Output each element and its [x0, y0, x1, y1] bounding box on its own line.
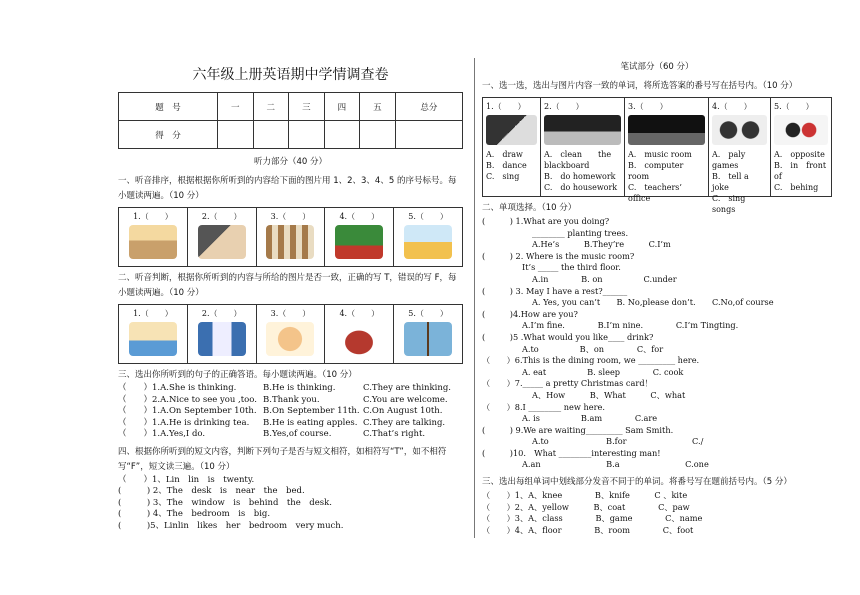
drawing-image [486, 115, 537, 145]
list-item: （ ）1、A、knee B、knife C 、kite [482, 490, 688, 501]
vase-image [335, 322, 383, 356]
options-line: A.to B.for C./ [532, 436, 704, 447]
answer-slot[interactable]: 3.（ ） [270, 309, 311, 318]
question-line: （ ）8.I ________ new here. [482, 401, 605, 412]
question-line: ( ) 3. May I have a rest?______ [482, 285, 628, 296]
options-line: A.I’m fine. B.I’m nine. C.I’m Tingting. [522, 320, 739, 331]
sleeping-child-image [266, 322, 314, 356]
hallway-image [198, 322, 246, 356]
list-item: （ ）1.A.She is thinking. B.He is thinking. C.They are thinking. [118, 383, 452, 393]
options-line: A.He’s B.They’re C.I’m [532, 239, 671, 250]
piano-room-image [628, 115, 705, 145]
answer-slot[interactable]: 5.（ ） [774, 102, 814, 111]
answer-slot[interactable]: 1.（ ） [486, 102, 526, 111]
piano-image [198, 225, 246, 259]
answer-slot[interactable]: 4.（ ） [339, 212, 380, 221]
column-divider [474, 58, 475, 538]
r-section3-list [482, 490, 832, 536]
two-kids-image [774, 115, 828, 145]
window-image [404, 322, 452, 356]
lamp-image [129, 225, 177, 259]
list-item: （ ）1、Lin lin is twenty. [118, 474, 255, 485]
question-line: ( ) 1.What are you doing? [482, 216, 610, 226]
question-line: （ ）6.This is the dining room, we _________ here. [482, 355, 700, 366]
list-item: （ ）1.A.Yes,I do. B.Yes,of course. C.That’s right. [118, 429, 426, 439]
answer-slot[interactable]: 2.（ ） [544, 102, 584, 111]
choice-cell: 4.（ ） A. paly games B. tell a joke C. sing songs [709, 98, 771, 196]
options-line: A.to B、on C、for [522, 343, 664, 354]
answer-slot[interactable]: 5.（ ） [408, 309, 448, 318]
score-cell[interactable] [253, 121, 289, 149]
question-line: ( )5 .What would you like____ drink? [482, 331, 654, 342]
picture-cell [257, 208, 326, 266]
options-line: A. eat B. sleep C. cook [522, 366, 684, 377]
picture-cell [394, 305, 462, 363]
list-item: ( )5、Linlin likes her bedroom very much. [118, 520, 344, 531]
picture-cell [325, 305, 394, 363]
score-cell[interactable] [360, 121, 396, 149]
section4-instructions: 四、根据你所听到的短文内容，判断下列句子是否与短文相符，如相符写“T”，如不相符写“F”，短文读三遍。（10 分） [118, 446, 447, 472]
answer-slot[interactable]: 1.（ ） [133, 309, 173, 318]
score-cell[interactable] [395, 121, 462, 149]
list-item: （ ）2.A.Nice to see you ,too. B.Thank you. C.You are welcome. [118, 394, 448, 405]
r-section3-instructions: 三、选出每组单词中划线部分发音不同于的单词。将番号写在题前括号内。（5 分） [482, 477, 792, 488]
picture-cell [188, 208, 257, 266]
choice-cell: 2.（ ） A. clean the blackboard B. do homework C. do housework [541, 98, 625, 196]
answer-slot[interactable]: 5.（ ） [408, 212, 448, 221]
answer-slot[interactable]: 3.（ ） [270, 212, 311, 221]
question-line: ( ) 2. Where is the music room? [482, 250, 635, 261]
section1-pictures [118, 207, 463, 267]
section4-list [118, 475, 463, 533]
section2-pictures [118, 304, 463, 364]
options-line: A. is B.am C.are [522, 413, 658, 424]
picture-cell [394, 208, 462, 266]
section3-list [118, 383, 463, 441]
score-header-cell: 一 [218, 93, 254, 121]
r-section2-list [482, 216, 832, 471]
question-line: ( )10. What ________interesting man! [482, 447, 661, 458]
right-column [482, 60, 832, 536]
question-line: ( )4.How are you? [482, 308, 578, 319]
question-line: ( ) 9.We are waiting_________ Sam Smith. [482, 424, 674, 435]
options-line: A.an B.a C.one [522, 459, 709, 470]
options-line: A.in B. on C.under [532, 273, 677, 284]
children-talking-image [712, 115, 767, 145]
section3-instructions: 三、选出你所听到的句子的正确答语。每小题读两遍。（10 分） [118, 370, 357, 380]
list-item: （ ）3、A、class B、game C、name [482, 513, 703, 524]
choice-cell: 5.（ ） A. opposite B. in front of C. behing [774, 102, 827, 192]
section1-instructions: 一、听音排序，根据根据你所听到的内容给下面的图片用 1、2、3、4、5 的序号标号。每小题读两遍。（10 分） [118, 176, 457, 201]
answer-slot[interactable]: 1.（ ） [133, 212, 173, 221]
answer-slot[interactable]: 3.（ ） [628, 102, 668, 111]
written-heading: 笔试部分（60 分） [620, 62, 694, 72]
options-line: A. Yes, you can’t B. No,please don’t. C.No,of course [532, 297, 774, 308]
score-table [118, 92, 463, 149]
picture-cell [325, 208, 394, 266]
score-header-cell: 四 [324, 93, 360, 121]
cleaning-image [544, 115, 621, 145]
choice-cell: 3.（ ） A. music room B. computer room C. teachers’ office [625, 98, 709, 196]
score-header-cell: 二 [253, 93, 289, 121]
score-header-cell: 五 [360, 93, 396, 121]
section2-instructions: 二、听音判断，根据你所听到的内容与所给的图片是否一致，正确的写 T，错误的写 F，每小题读两遍。（10 分） [118, 273, 457, 298]
picture-cell [119, 305, 188, 363]
score-cell[interactable] [324, 121, 360, 149]
question-line: It’s _____ the third floor. [522, 262, 621, 273]
picture-cell [119, 208, 188, 266]
left-column [118, 60, 463, 532]
r-section2-instructions: 二、单项选择。（10 分） [482, 203, 577, 213]
school-bus-image [404, 225, 452, 259]
classroom-image [266, 225, 314, 259]
choice-cell: 1.（ ） A. draw B. dance C. sing [483, 98, 541, 196]
list-item: ( ) 4、The bedroom is big. [118, 509, 271, 519]
answer-slot[interactable]: 2.（ ） [201, 212, 242, 221]
score-header-cell: 题 号 [119, 93, 218, 121]
score-header-cell: 总分 [395, 93, 462, 121]
r-section1-instructions: 一、选一选，选出与图片内容一致的单词，将所选答案的番号写在括号内。（10 分） [482, 81, 798, 91]
answer-slot[interactable]: 2.（ ） [201, 309, 242, 318]
picture-cell [188, 305, 257, 363]
list-item: ( ) 2、The desk is near the bed. [118, 486, 305, 496]
christmas-tree-image [335, 225, 383, 259]
listening-heading: 听力部分（40 分） [253, 157, 328, 167]
list-item: ( ) 3、The window is behind the desk. [118, 497, 332, 508]
score-header-cell: 三 [289, 93, 325, 121]
picture-cell [257, 305, 326, 363]
score-cell[interactable] [289, 121, 325, 149]
question-line: （ ）7._____ a pretty Christmas card！ [482, 378, 653, 389]
options-line: A、How B、What C、what [532, 389, 686, 400]
score-cell[interactable] [218, 121, 254, 149]
list-item: （ ）4、A、floor B、room C、foot [482, 524, 694, 535]
answer-slot[interactable]: 4.（ ） [339, 309, 380, 318]
list-item: （ ）2、A、yellow B、coat C、paw [482, 501, 690, 512]
boy-studying-image [129, 322, 177, 356]
answer-slot[interactable]: 4.（ ） [712, 102, 752, 111]
list-item: （ ）1.A.He is drinking tea. B.He is eating apples. C.They are talking. [118, 417, 446, 428]
score-row-label: 得 分 [119, 121, 218, 149]
list-item: （ ）1.A.On September 10th. B.On September 11th. C.On August 10th. [118, 406, 443, 416]
question-line: ________ planting trees. [532, 227, 629, 238]
page-title: 六年级上册英语期中学情调查卷 [192, 67, 389, 83]
